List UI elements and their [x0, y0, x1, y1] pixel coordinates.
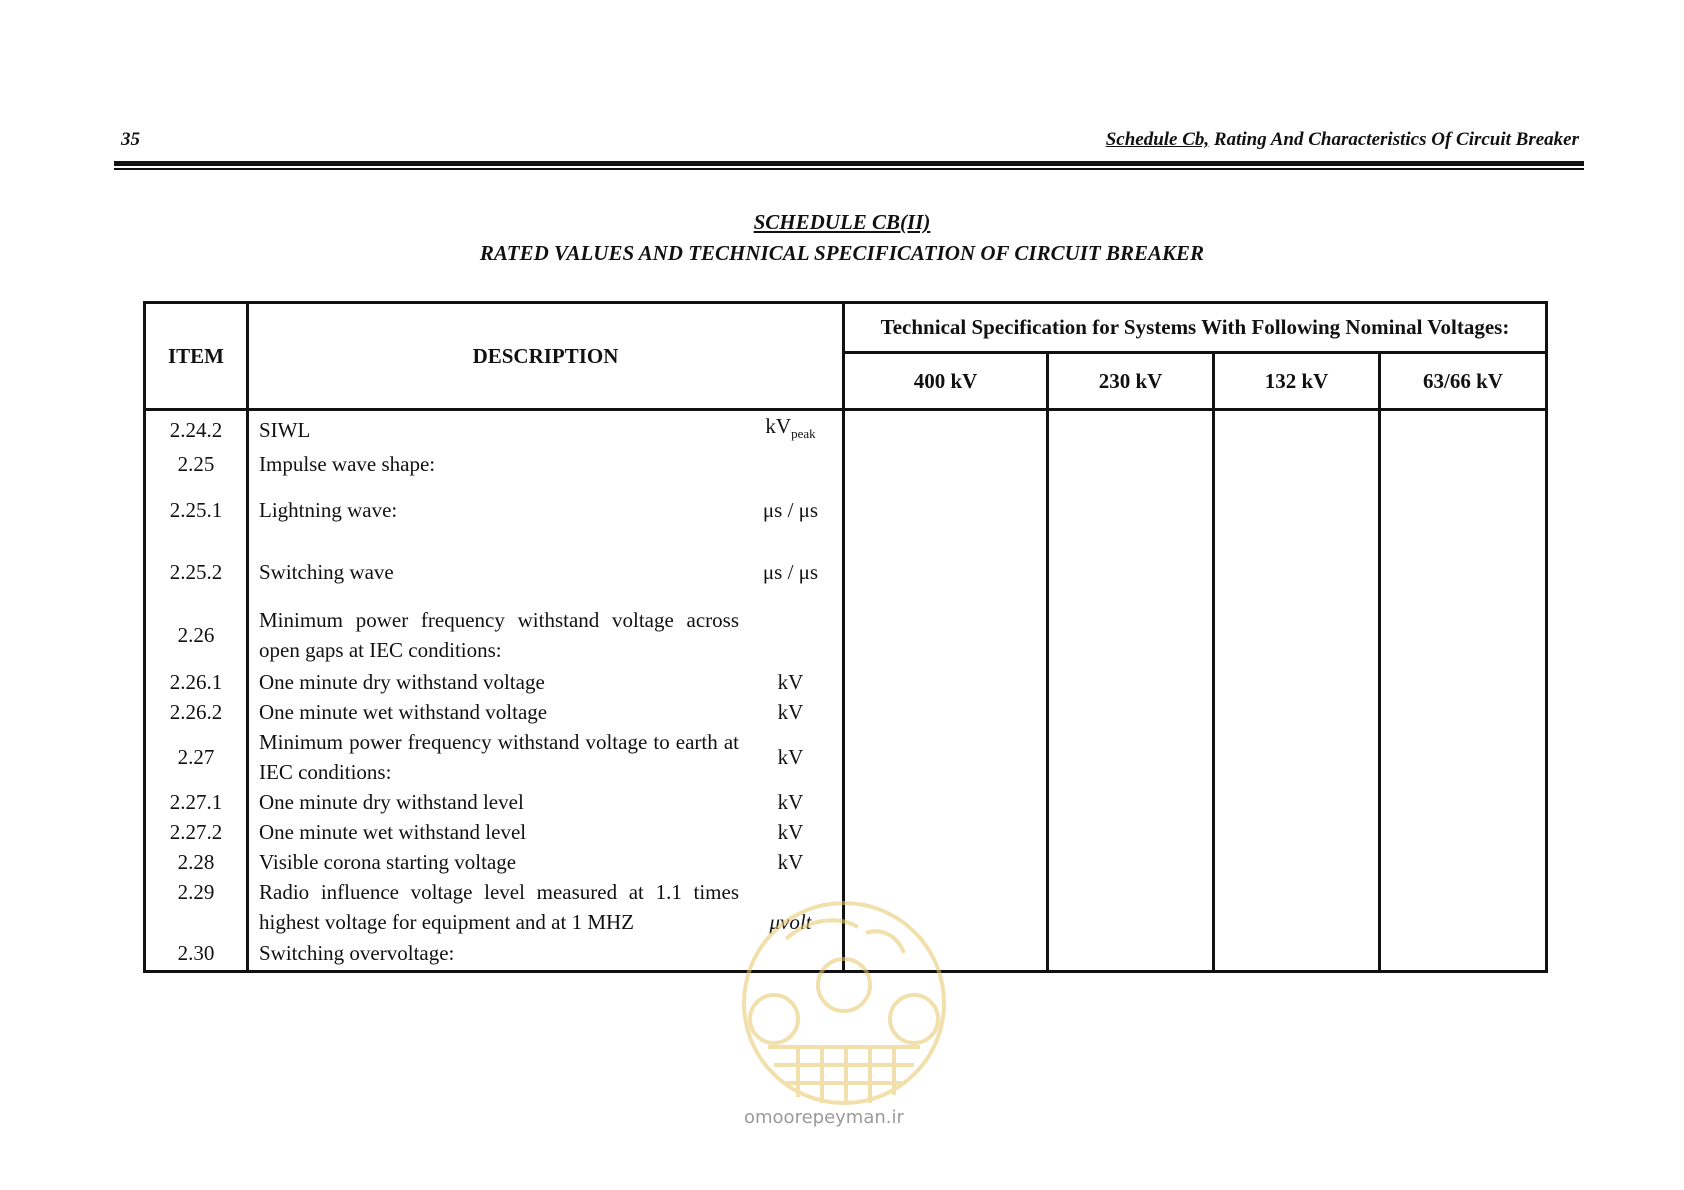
running-title-schedule: Schedule Cb, [1105, 129, 1210, 150]
value-400kv[interactable] [844, 667, 1048, 697]
value-400kv[interactable] [844, 410, 1048, 450]
unit: kV [777, 850, 804, 875]
description-cell [248, 410, 844, 450]
value-132kv[interactable] [1214, 937, 1380, 971]
column-header-item: ITEM [145, 303, 248, 410]
description-text: Minimum power frequency withstand voltage to earth at IEC conditions: [259, 730, 739, 785]
value-132kv[interactable] [1214, 817, 1380, 847]
unit: μvolt [769, 910, 812, 935]
value-230kv[interactable] [1048, 877, 1214, 937]
value-63-66kv[interactable] [1380, 817, 1547, 847]
table-row [145, 449, 1547, 479]
header-rule-thick [114, 161, 1584, 166]
item-number: 2.24.2 [145, 410, 248, 450]
value-132kv[interactable] [1214, 787, 1380, 817]
unit-main: kV [765, 414, 792, 438]
value-400kv[interactable] [844, 697, 1048, 727]
table-row [145, 541, 1547, 603]
value-63-66kv[interactable] [1380, 697, 1547, 727]
value-132kv[interactable] [1214, 449, 1380, 479]
unit: μs / μs [762, 498, 819, 523]
watermark-seal-icon [738, 897, 950, 1109]
description-text: Minimum power frequency withstand voltage across open gaps at IEC conditions: [259, 608, 739, 663]
table-row [145, 847, 1547, 877]
schedule-subtitle: RATED VALUES AND TECHNICAL SPECIFICATION OF CIRCUIT BREAKER [479, 241, 1205, 265]
unit: kV [777, 790, 804, 815]
description-cell [248, 847, 844, 877]
unit: kV [777, 745, 804, 770]
value-132kv[interactable] [1214, 410, 1380, 450]
value-132kv[interactable] [1214, 727, 1380, 787]
value-230kv[interactable] [1048, 727, 1214, 787]
item-number: 2.25 [145, 449, 248, 479]
value-132kv[interactable] [1214, 479, 1380, 541]
value-400kv[interactable] [844, 603, 1048, 667]
value-132kv[interactable] [1214, 877, 1380, 937]
description-text: One minute wet withstand voltage [259, 700, 548, 725]
value-400kv[interactable] [844, 541, 1048, 603]
description-text: Switching overvoltage: [259, 941, 455, 966]
value-132kv[interactable] [1214, 541, 1380, 603]
item-number: 2.27 [145, 727, 248, 787]
value-400kv[interactable] [844, 479, 1048, 541]
running-title [1106, 129, 1579, 151]
item-number: 2.25.1 [145, 479, 248, 541]
running-title-text: Rating And Characteristics Of Circuit Breaker [1209, 129, 1579, 150]
value-230kv[interactable] [1048, 697, 1214, 727]
value-400kv[interactable] [844, 817, 1048, 847]
value-63-66kv[interactable] [1380, 541, 1547, 603]
item-number: 2.25.2 [145, 541, 248, 603]
table-row [145, 817, 1547, 847]
value-230kv[interactable] [1048, 937, 1214, 971]
item-number: 2.30 [145, 937, 248, 971]
description-text: SIWL [259, 418, 311, 443]
value-132kv[interactable] [1214, 847, 1380, 877]
table-row [145, 410, 1547, 450]
value-63-66kv[interactable] [1380, 667, 1547, 697]
value-400kv[interactable] [844, 787, 1048, 817]
description-text: Radio influence voltage level measured at 1.1 times highest voltage for equipment and at 1 MHZ [259, 880, 739, 935]
value-230kv[interactable] [1048, 479, 1214, 541]
value-63-66kv[interactable] [1380, 410, 1547, 450]
description-text: One minute wet withstand level [259, 820, 527, 845]
value-132kv[interactable] [1214, 697, 1380, 727]
header-rule-thin [114, 168, 1584, 170]
table-row [145, 697, 1547, 727]
value-230kv[interactable] [1048, 847, 1214, 877]
unit: kV [777, 700, 804, 725]
value-400kv[interactable] [844, 449, 1048, 479]
value-63-66kv[interactable] [1380, 937, 1547, 971]
description-cell [248, 727, 844, 787]
unit-subscript: peak [791, 426, 816, 442]
value-400kv[interactable] [844, 727, 1048, 787]
column-header-description: DESCRIPTION [248, 303, 844, 410]
item-number: 2.29 [145, 877, 248, 937]
item-number: 2.27.1 [145, 787, 248, 817]
value-230kv[interactable] [1048, 603, 1214, 667]
value-63-66kv[interactable] [1380, 479, 1547, 541]
description-text: One minute dry withstand voltage [259, 670, 545, 695]
item-number: 2.26.1 [145, 667, 248, 697]
spec-table [143, 301, 1548, 973]
table-row [145, 603, 1547, 667]
value-230kv[interactable] [1048, 787, 1214, 817]
value-63-66kv[interactable] [1380, 877, 1547, 937]
value-230kv[interactable] [1048, 449, 1214, 479]
value-63-66kv[interactable] [1380, 603, 1547, 667]
item-number: 2.26 [145, 603, 248, 667]
description-cell [248, 667, 844, 697]
value-230kv[interactable] [1048, 410, 1214, 450]
column-header-230kv: 230 kV [1048, 353, 1214, 410]
unit: μs / μs [762, 560, 819, 585]
description-text: Impulse wave shape: [259, 452, 436, 477]
value-132kv[interactable] [1214, 603, 1380, 667]
value-230kv[interactable] [1048, 667, 1214, 697]
page-number: 35 [121, 129, 140, 150]
table-row [145, 787, 1547, 817]
description-cell [248, 479, 844, 541]
description-cell [248, 541, 844, 603]
table-row [145, 667, 1547, 697]
item-number: 2.27.2 [145, 817, 248, 847]
item-number: 2.28 [145, 847, 248, 877]
schedule-heading: SCHEDULE CB(II) [753, 210, 931, 234]
table-row [145, 727, 1547, 787]
value-63-66kv[interactable] [1380, 847, 1547, 877]
description-text: Visible corona starting voltage [259, 850, 517, 875]
description-text: Switching wave [259, 560, 394, 585]
value-230kv[interactable] [1048, 541, 1214, 603]
description-cell [248, 697, 844, 727]
unit: kV [777, 820, 804, 845]
item-number: 2.26.2 [145, 697, 248, 727]
value-63-66kv[interactable] [1380, 727, 1547, 787]
description-cell [248, 449, 844, 479]
column-header-technical-spec: Technical Specification for Systems With Following Nominal Voltages: [844, 303, 1547, 353]
column-header-400kv: 400 kV [844, 353, 1048, 410]
description-cell [248, 603, 844, 667]
unit [739, 411, 842, 449]
value-230kv[interactable] [1048, 817, 1214, 847]
value-63-66kv[interactable] [1380, 449, 1547, 479]
value-132kv[interactable] [1214, 667, 1380, 697]
description-cell [248, 817, 844, 847]
watermark-site-text: omoorepeyman.ir [744, 1107, 904, 1128]
value-400kv[interactable] [844, 847, 1048, 877]
table-row [145, 479, 1547, 541]
column-header-132kv: 132 kV [1214, 353, 1380, 410]
value-63-66kv[interactable] [1380, 787, 1547, 817]
description-cell [248, 787, 844, 817]
column-header-63-66kv: 63/66 kV [1380, 353, 1547, 410]
description-text: One minute dry withstand level [259, 790, 524, 815]
description-text: Lightning wave: [259, 498, 398, 523]
unit: kV [777, 670, 804, 695]
